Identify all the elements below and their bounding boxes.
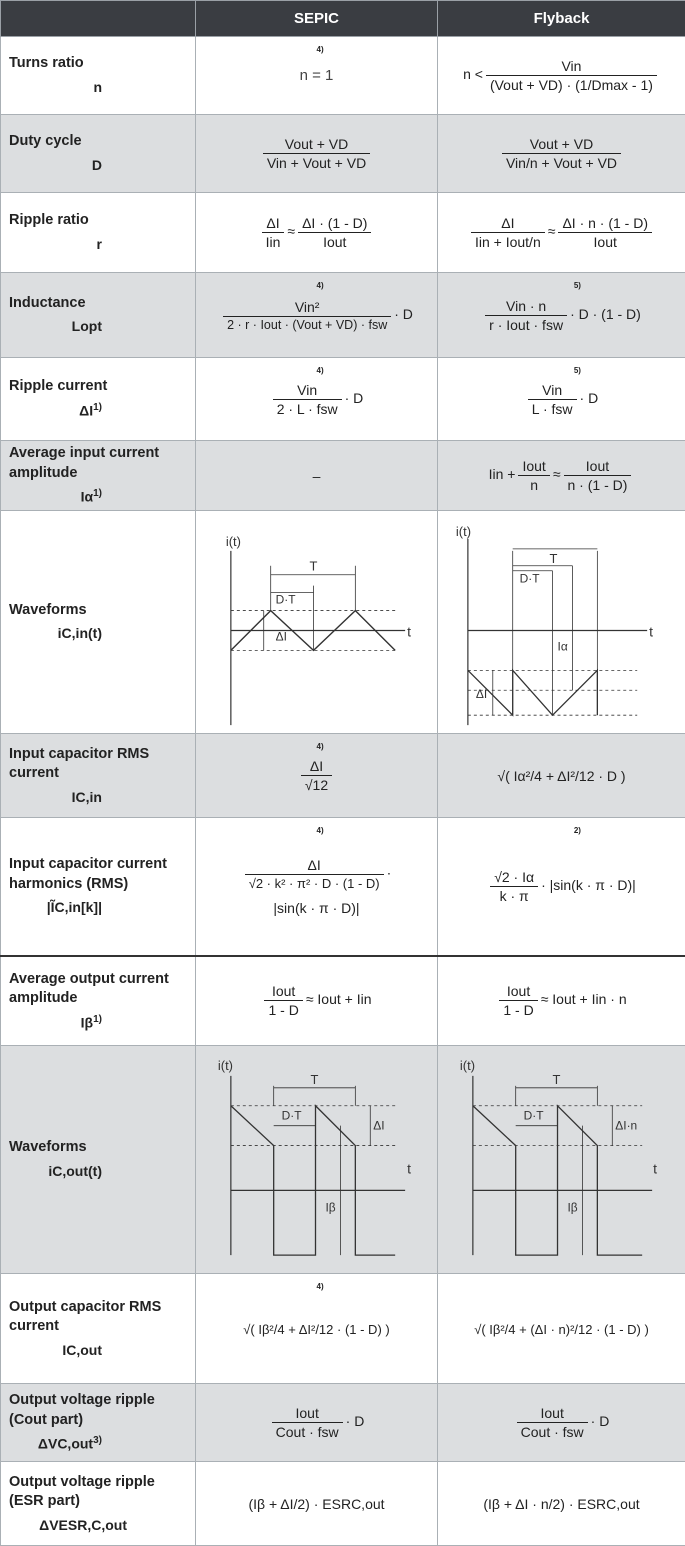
row-symbol: ΔVC,out (38, 1436, 93, 1452)
axis-i: i(t) (226, 534, 241, 549)
sepic-formula: n = 1 (300, 67, 334, 84)
row-label: Waveforms (9, 1139, 87, 1155)
row-label: Output voltage ripple (Cout part) (9, 1392, 155, 1428)
sepic-tail: · (387, 865, 392, 881)
label-T: T (550, 551, 558, 566)
label-DT: D·T (282, 1109, 303, 1123)
label-dI: ΔI (373, 1119, 384, 1133)
row-symbol: r (9, 235, 187, 254)
axis-t: t (407, 623, 411, 639)
axis-i: i(t) (460, 1058, 475, 1073)
row-avg-input-current (1, 441, 685, 511)
row-label: Turns ratio (9, 55, 84, 71)
footnote: 4) (317, 366, 324, 375)
footnote: 4) (317, 45, 324, 54)
row-input-harmonics (1, 818, 685, 956)
flyback-tail: · D (591, 1413, 610, 1429)
label-dI: ΔI·n (615, 1119, 637, 1133)
flyback-fraction: $\frac{\text{Vout + VD}}{\text{Vin/n + Vout + VD}}$ (502, 135, 621, 172)
flyback-fraction: $\frac{√2 \cdot I\alpha}{k \cdot \pi}$ (490, 868, 538, 905)
label-DT: D·T (520, 572, 541, 586)
label-T: T (553, 1072, 561, 1087)
flyback-tail: · |sin(k · π · D)| (541, 877, 636, 893)
sepic-fraction: $\frac{\text{Vout + VD}}{\text{Vin + Vout + VD}}$ (263, 135, 370, 172)
axis-t: t (649, 623, 653, 639)
label-DT: D·T (276, 593, 297, 607)
row-output-ripple-esr (1, 1462, 685, 1546)
flyback-lhs: Iin + (489, 466, 516, 482)
row-label: Ripple current (9, 378, 107, 394)
flyback-formula: (Iβ + ΔI · n/2) · ESRC,out (483, 1496, 639, 1512)
label-dI: ΔI (276, 629, 287, 643)
approx: ≈ (548, 223, 556, 239)
row-symbol: iC,in(t) (9, 624, 187, 643)
header-sepic: SEPIC (196, 1, 438, 37)
sepic-tail: · D (394, 306, 413, 322)
row-symbol: iC,out(t) (9, 1162, 187, 1181)
flyback-right: $\frac{\Delta I \cdot n \cdot (1 - D)}{\text{Iout}}$ (558, 214, 652, 251)
sepic-line2: |sin(k · π · D)| (202, 900, 431, 916)
flyback-left: $\frac{\Delta I}{\text{Iin + Iout/n}}$ (471, 214, 545, 251)
row-duty-cycle (1, 115, 685, 193)
label-T: T (311, 1072, 319, 1087)
axis-t: t (653, 1161, 657, 1177)
symbol-footnote: 1) (93, 402, 102, 413)
sepic-tail: ≈ Iout + Iin (306, 992, 372, 1008)
flyback-tail: · D · (1 - D) (570, 306, 641, 322)
sepic-fraction: $\frac{\Delta I}{√12}$ (301, 757, 332, 794)
row-ripple-current (1, 358, 685, 441)
flyback-fraction: $\frac{\text{Iout}}{\text{Cout · fsw}}$ (517, 1404, 588, 1441)
row-label: Output voltage ripple (ESR part) (9, 1474, 155, 1510)
row-symbol: Lopt (9, 317, 187, 336)
sepic-formula: √( Iβ²/4 + ΔI²/12 · (1 - D) ) (243, 1322, 389, 1337)
sepic-input-waveform (196, 511, 437, 730)
sepic-tail: · D (345, 390, 364, 406)
axis-t: t (407, 1161, 411, 1177)
row-label: Average output current amplitude (9, 971, 169, 1007)
sepic-fraction: $\frac{\Delta I}{\text{√2 · k² · π² · D · (1 - D)}}$ (245, 856, 384, 892)
flyback-formula: √( Iβ²/4 + (ΔI · n)²/12 · (1 - D) ) (474, 1322, 649, 1337)
flyback-fraction: $\frac{\text{Vin · n}}{\text{r · Iout · fsw}}$ (485, 297, 567, 334)
approx: ≈ (553, 466, 561, 482)
sepic-formula: (Iβ + ΔI/2) · ESRC,out (248, 1496, 384, 1512)
label-Ib: Iβ (325, 1200, 335, 1214)
sepic-fraction: $\frac{\text{Iout}}{1 - D}$ (264, 982, 302, 1019)
symbol-footnote: 1) (93, 1014, 102, 1025)
footnote: 2) (574, 826, 581, 835)
row-waveforms-output (1, 1046, 685, 1274)
label-dI: ΔI (476, 687, 487, 701)
row-symbol: ΔVESR,C,out (9, 1516, 187, 1535)
footnote: 4) (317, 826, 324, 835)
footnote: 5) (574, 366, 581, 375)
flyback-fraction: $\frac{\text{Vin}}{\text{L · fsw}}$ (528, 381, 577, 418)
sepic-fraction: $\frac{\text{Vin²}}{\text{2 · r · Iout · (Vout + VD) · fsw}}$ (223, 298, 391, 333)
label-Ib: Iβ (567, 1200, 577, 1214)
flyback-left: $\frac{\text{Iout}}{n}$ (518, 457, 549, 494)
sepic-tail: · D (346, 1413, 365, 1429)
flyback-lhs: n < (463, 66, 483, 82)
row-symbol: IC,in (9, 788, 187, 807)
flyback-right: $\frac{\text{Iout}}{n \cdot (1 - D)}$ (564, 457, 632, 494)
row-label: Duty cycle (9, 133, 82, 149)
label-Ia: Iα (558, 639, 568, 653)
row-label: Input capacitor RMS current (9, 746, 149, 782)
label-DT: D·T (524, 1109, 545, 1123)
header-flyback: Flyback (438, 1, 685, 37)
symbol-footnote: 1) (93, 488, 102, 499)
row-symbol: n (9, 78, 187, 97)
symbol-footnote: 3) (93, 1435, 102, 1446)
footnote: 4) (317, 1282, 324, 1291)
flyback-tail: · D (580, 390, 599, 406)
sepic-formula: – (313, 468, 321, 484)
axis-i: i(t) (218, 1058, 233, 1073)
sepic-fraction: $\frac{\text{Iout}}{\text{Cout · fsw}}$ (272, 1404, 343, 1441)
row-avg-output-current (1, 956, 685, 1046)
row-label: Inductance (9, 295, 86, 311)
sepic-right: $\frac{\Delta I \cdot (1 - D)}{\text{Iout}}$ (298, 214, 371, 251)
row-symbol: Iβ (81, 1014, 93, 1030)
label-T: T (310, 559, 318, 574)
flyback-output-waveform (438, 1046, 685, 1270)
sepic-fraction: $\frac{\text{Vin}}{\text{2 · L · fsw}}$ (273, 381, 342, 418)
row-symbol: Iα (81, 489, 94, 505)
row-symbol: D (9, 156, 187, 175)
row-label: Ripple ratio (9, 212, 89, 228)
row-symbol: IC,out (9, 1341, 187, 1360)
row-output-ripple-c (1, 1384, 685, 1462)
row-label: Output capacitor RMS current (9, 1299, 161, 1335)
flyback-input-waveform (438, 511, 685, 730)
sepic-left: $\frac{\Delta I}{\text{Iin}}$ (262, 214, 285, 251)
row-label: Input capacitor current harmonics (RMS) (9, 856, 167, 892)
row-input-cap-rms (1, 734, 685, 818)
flyback-tail: ≈ Iout + Iin · n (541, 992, 627, 1008)
header-blank (1, 1, 196, 37)
flyback-fraction: $\frac{\text{Iout}}{1 - D}$ (499, 982, 537, 1019)
flyback-fraction: $\frac{\text{Vin}}{\text{(Vout + VD) · (1/Dmax - 1)}}$ (486, 57, 657, 94)
row-symbol: |ĨC,in[k]| (9, 898, 187, 917)
row-ripple-ratio (1, 193, 685, 273)
row-waveforms-input (1, 511, 685, 734)
header-row (1, 1, 685, 37)
row-symbol: ΔI (79, 403, 93, 419)
footnote: 4) (317, 742, 324, 751)
footnote: 4) (317, 281, 324, 290)
axis-i: i(t) (456, 524, 471, 539)
row-label: Average input current amplitude (9, 445, 159, 481)
row-output-cap-rms (1, 1274, 685, 1384)
row-inductance (1, 273, 685, 358)
row-label: Waveforms (9, 602, 87, 618)
row-turns-ratio (1, 37, 685, 115)
footnote: 5) (574, 281, 581, 290)
approx: ≈ (287, 223, 295, 239)
flyback-formula: √( Iα²/4 + ΔI²/12 · D ) (497, 768, 625, 784)
sepic-output-waveform (196, 1046, 437, 1270)
